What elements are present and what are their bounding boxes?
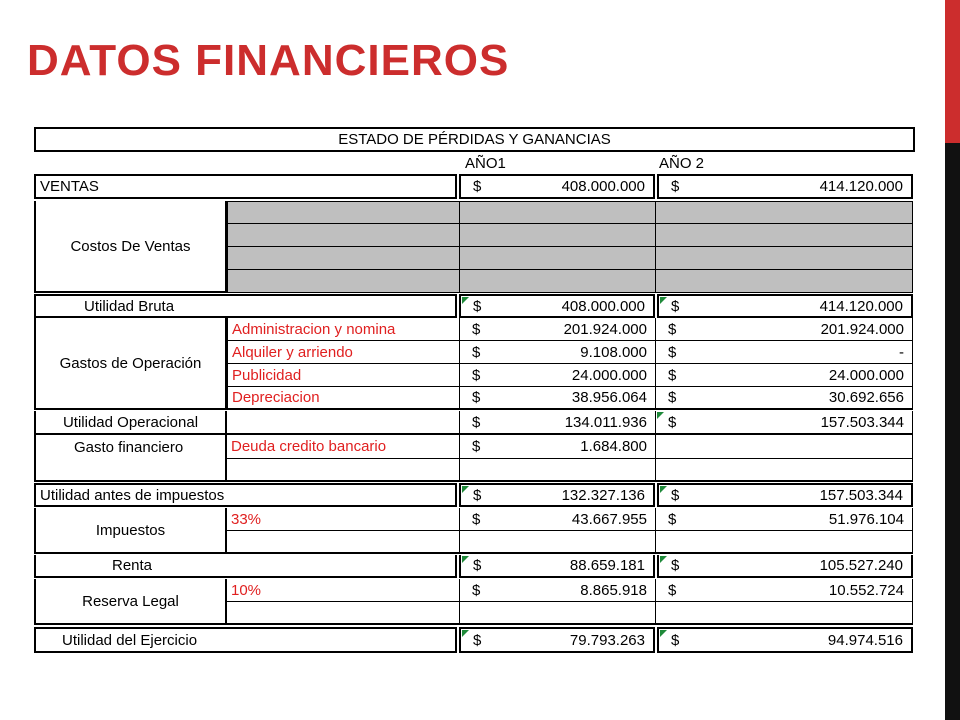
grid-cell — [655, 270, 913, 293]
impuestos-y1-cell — [459, 508, 655, 531]
reserva-y1: 8.865.918 — [580, 581, 647, 599]
year1-header: AÑO1 — [465, 154, 506, 172]
utilidad-bruta-y2-cell — [657, 294, 913, 318]
currency-symbol: $ — [668, 581, 677, 599]
grid-cell — [459, 247, 655, 270]
gasto-item-y2: 201.924.000 — [820, 320, 904, 338]
currency-symbol: $ — [473, 557, 482, 574]
currency-symbol: $ — [472, 389, 481, 406]
utilidad-ejercicio-y1-cell — [459, 627, 655, 653]
gasto-item-y2-cell — [655, 318, 913, 341]
gasto-item-y1: 38.956.064 — [571, 389, 647, 406]
currency-symbol: $ — [668, 366, 677, 384]
grid-cell — [459, 224, 655, 247]
gasto-item-label: Administracion y nomina — [227, 318, 459, 341]
currency-symbol: $ — [473, 631, 482, 649]
gasto-financiero-y1-cell — [459, 435, 655, 459]
impuestos-rate: 33% — [227, 508, 459, 531]
currency-symbol: $ — [671, 297, 680, 315]
gasto-item-y1: 201.924.000 — [563, 320, 647, 338]
utilidad-antes-label: Utilidad antes de impuestos — [34, 483, 457, 507]
renta-y1: 88.659.181 — [569, 557, 645, 574]
renta-y1-cell — [459, 555, 655, 578]
gasto-item-y1-cell — [459, 364, 655, 387]
reserva-rate: 10% — [227, 579, 459, 602]
gasto-item-y2-cell — [655, 387, 913, 410]
grid-cell — [227, 270, 459, 293]
grid-cell — [227, 459, 459, 482]
utilidad-operacional-label: Utilidad Operacional — [34, 411, 227, 435]
currency-symbol: $ — [668, 389, 677, 406]
gastos-label: Gastos de Operación — [34, 318, 227, 410]
grid-cell — [227, 411, 459, 435]
grid-cell — [227, 531, 459, 554]
ventas-y1-cell — [459, 174, 655, 199]
currency-symbol: $ — [472, 413, 481, 431]
reserva-y1-cell — [459, 579, 655, 602]
gasto-item-label: Alquiler y arriendo — [227, 341, 459, 364]
grid-cell — [459, 201, 655, 224]
currency-symbol: $ — [473, 178, 482, 195]
ventas-label: VENTAS — [34, 174, 457, 199]
grid-cell — [655, 247, 913, 270]
slide-title: DATOS FINANCIEROS — [27, 36, 510, 85]
currency-symbol: $ — [472, 581, 481, 599]
gasto-item-label: Publicidad — [227, 364, 459, 387]
currency-symbol: $ — [668, 343, 677, 361]
grid-cell — [227, 602, 459, 625]
gasto-financiero-sub: Deuda credito bancario — [227, 435, 459, 459]
utilidad-ejercicio-y2: 94.974.516 — [827, 631, 903, 649]
ventas-y1: 408.000.000 — [561, 178, 645, 195]
utilidad-bruta-label: Utilidad Bruta — [34, 294, 457, 318]
currency-symbol: $ — [671, 557, 680, 574]
grid-cell — [655, 459, 913, 482]
grid-cell — [655, 435, 913, 459]
reserva-y2: 10.552.724 — [828, 581, 904, 599]
utilidad-antes-y2: 157.503.344 — [819, 486, 903, 504]
gasto-item-y2-cell — [655, 341, 913, 364]
grid-cell — [227, 247, 459, 270]
currency-symbol: $ — [668, 510, 677, 528]
utilidad-operacional-y1-cell — [459, 411, 655, 435]
gasto-financiero-label: Gasto financiero — [74, 439, 184, 456]
gasto-item-y1-cell — [459, 318, 655, 341]
grid-cell — [459, 270, 655, 293]
gasto-item-y2: 24.000.000 — [828, 366, 904, 384]
currency-symbol: $ — [671, 178, 680, 195]
impuestos-label: Impuestos — [34, 508, 227, 554]
ventas-y2-cell — [657, 174, 913, 199]
utilidad-operacional-y2: 157.503.344 — [820, 413, 904, 431]
utilidad-operacional-y1: 134.011.936 — [564, 413, 647, 431]
costos-label: Costos De Ventas — [34, 201, 227, 293]
ventas-y2: 414.120.000 — [819, 178, 903, 195]
currency-symbol: $ — [472, 438, 481, 455]
gasto-item-label: Depreciacion — [227, 387, 459, 410]
gasto-item-y1-cell — [459, 341, 655, 364]
reserva-label: Reserva Legal — [34, 579, 227, 625]
currency-symbol: $ — [668, 320, 677, 338]
currency-symbol: $ — [671, 486, 680, 504]
utilidad-operacional-y2-cell — [655, 411, 913, 435]
grid-cell — [655, 602, 913, 625]
grid-cell — [459, 459, 655, 482]
currency-symbol: $ — [671, 631, 680, 649]
utilidad-bruta-y1-cell — [459, 294, 655, 318]
grid-cell — [227, 224, 459, 247]
renta-label: Renta — [34, 555, 457, 578]
utilidad-antes-y1: 132.327.136 — [561, 486, 645, 504]
gasto-item-y1-cell — [459, 387, 655, 410]
reserva-y2-cell — [655, 579, 913, 602]
renta-y2-cell — [657, 555, 913, 578]
impuestos-y2: 51.976.104 — [828, 510, 904, 528]
currency-symbol: $ — [473, 486, 482, 504]
gasto-item-y1: 24.000.000 — [571, 366, 647, 384]
utilidad-antes-y2-cell — [657, 483, 913, 507]
impuestos-y1: 43.667.955 — [571, 510, 647, 528]
currency-symbol: $ — [472, 366, 481, 384]
utilidad-bruta-y2: 414.120.000 — [819, 297, 903, 315]
gasto-item-y2: - — [899, 343, 904, 361]
utilidad-antes-y1-cell — [459, 483, 655, 507]
grid-cell — [459, 602, 655, 625]
currency-symbol: $ — [668, 413, 677, 431]
renta-y2: 105.527.240 — [819, 557, 903, 574]
currency-symbol: $ — [473, 297, 482, 315]
table-heading: ESTADO DE PÉRDIDAS Y GANANCIAS — [34, 127, 915, 152]
impuestos-y2-cell — [655, 508, 913, 531]
grid-cell — [655, 531, 913, 554]
gasto-item-y2-cell — [655, 364, 913, 387]
currency-symbol: $ — [472, 320, 481, 338]
utilidad-ejercicio-y2-cell — [657, 627, 913, 653]
gasto-item-y1: 9.108.000 — [580, 343, 647, 361]
grid-cell — [227, 201, 459, 224]
currency-symbol: $ — [472, 343, 481, 361]
currency-symbol: $ — [472, 510, 481, 528]
gasto-item-y2: 30.692.656 — [828, 389, 904, 406]
utilidad-ejercicio-y1: 79.793.263 — [569, 631, 645, 649]
grid-cell — [655, 201, 913, 224]
grid-cell — [459, 531, 655, 554]
gasto-financiero-cell — [34, 435, 227, 482]
utilidad-ejercicio-label: Utilidad del Ejercicio — [34, 627, 457, 653]
gasto-financiero-y1: 1.684.800 — [580, 438, 647, 455]
year2-header: AÑO 2 — [659, 154, 705, 172]
grid-cell — [655, 224, 913, 247]
utilidad-bruta-y1: 408.000.000 — [561, 297, 645, 315]
